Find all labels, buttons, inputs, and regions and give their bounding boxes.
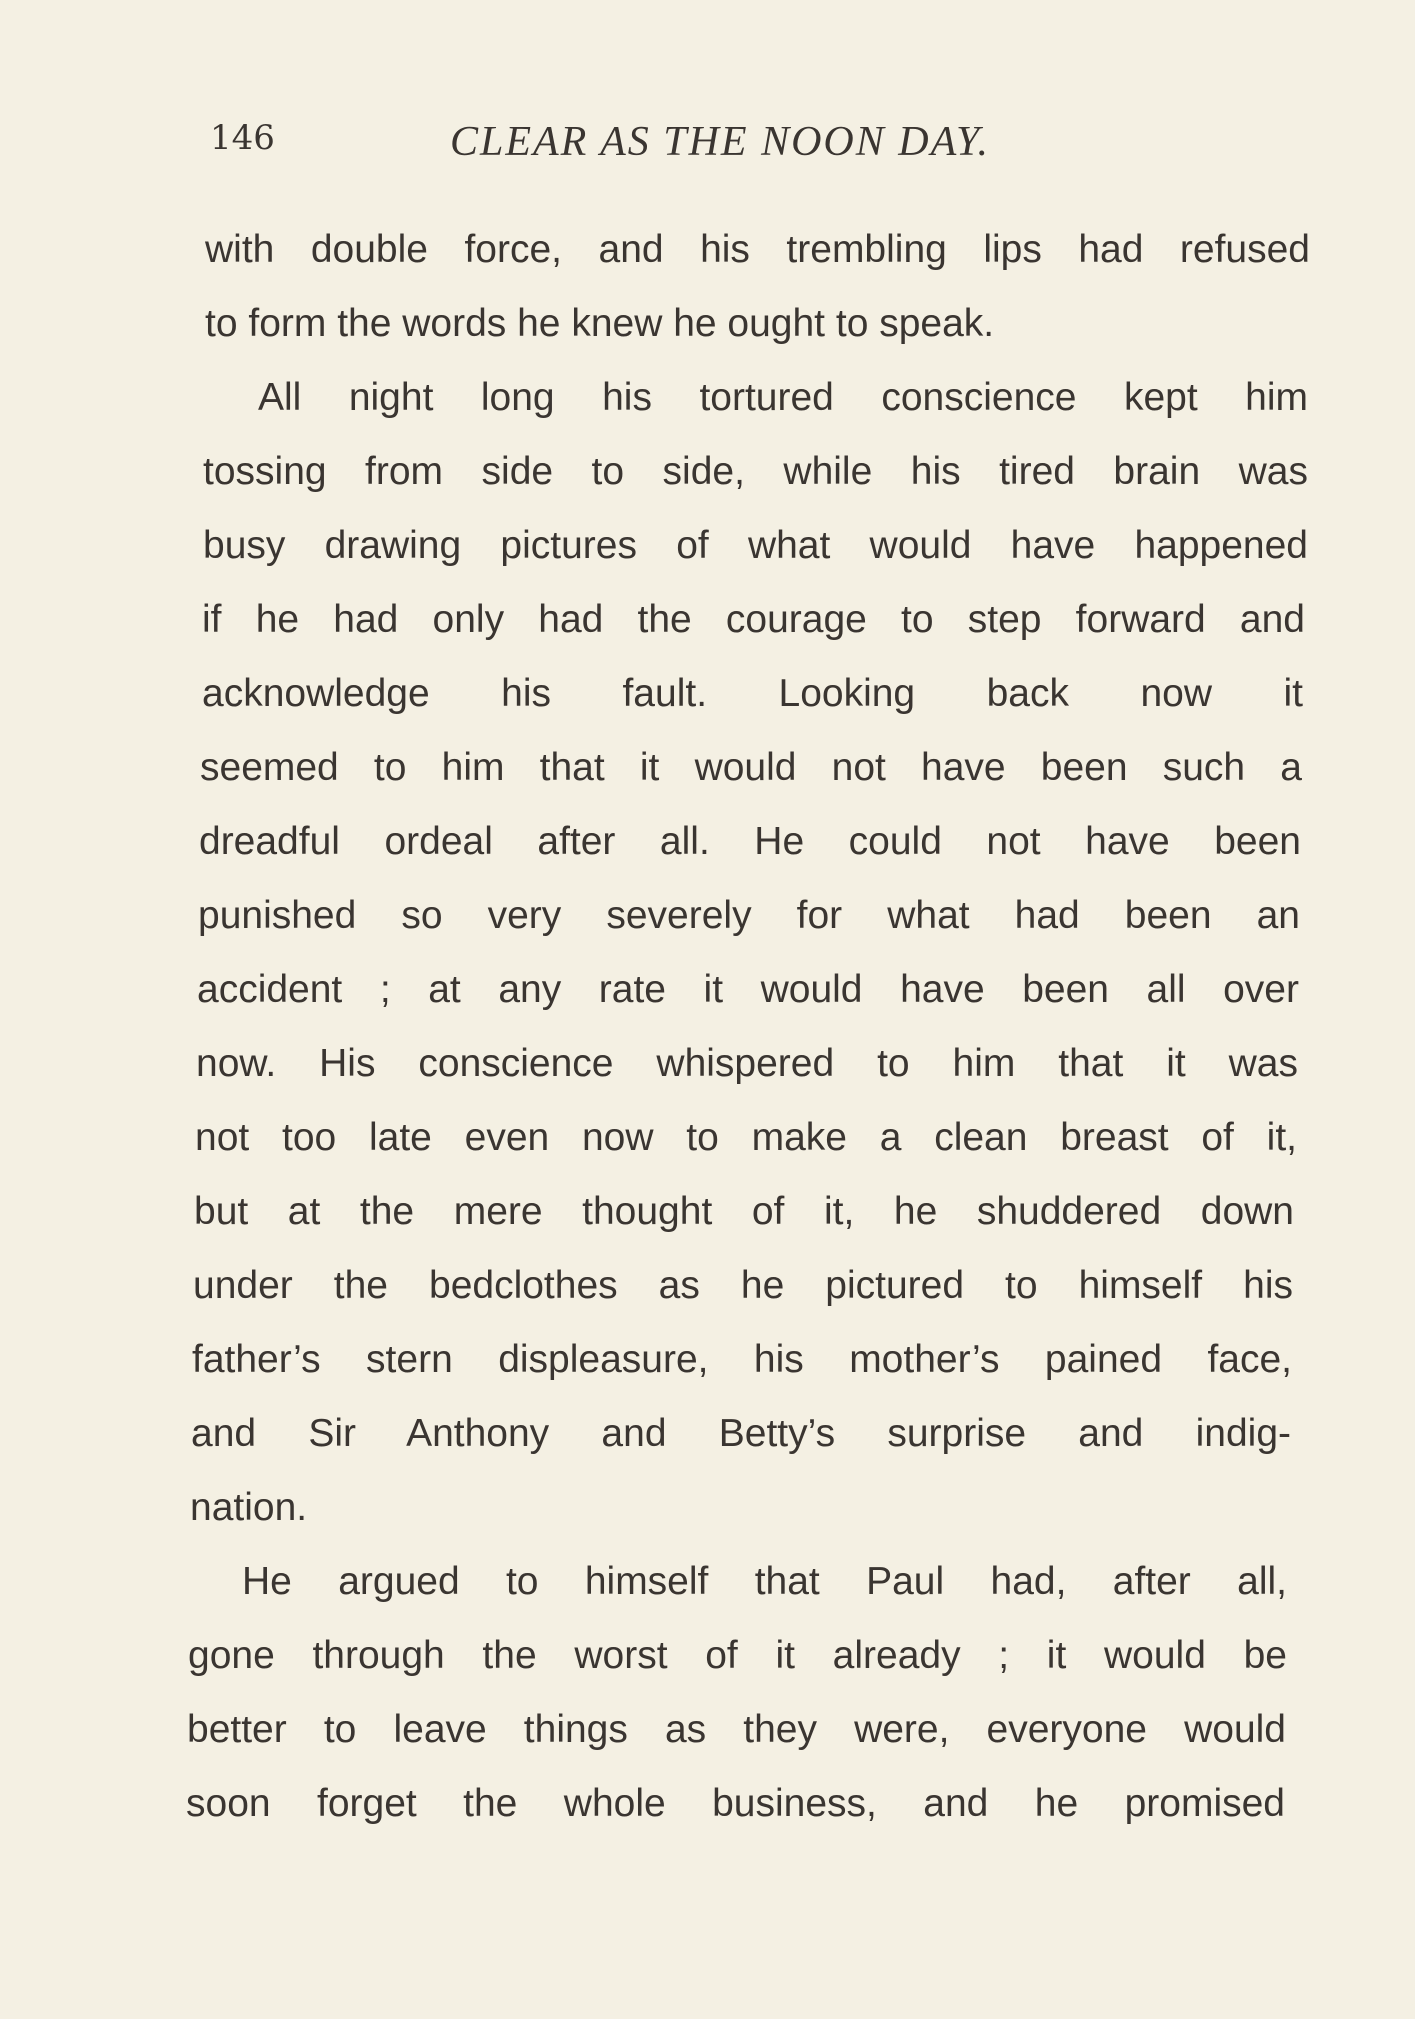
text-line: nation.: [190, 1486, 308, 1529]
text-line: now. His conscience whispered to him that it was: [196, 1042, 1298, 1085]
text-line: but at the mere thought of it, he shuddered down: [194, 1190, 1294, 1233]
text-line: tossing from side to side, while his tired brain was: [203, 450, 1308, 493]
text-line: with double force, and his trembling lips had refused: [205, 228, 1310, 271]
text-line: acknowledge his fault. Looking back now it: [202, 672, 1303, 715]
text-line: He argued to himself that Paul had, after all,: [242, 1560, 1287, 1603]
text-line: All night long his tortured conscience kept him: [258, 376, 1308, 419]
text-line: soon forget the whole business, and he promised: [186, 1782, 1285, 1825]
text-line: if he had only had the courage to step forward and: [202, 598, 1305, 641]
page-number: 146: [210, 118, 275, 158]
text-line: gone through the worst of it already ; it would be: [188, 1634, 1287, 1677]
text-line: accident ; at any rate it would have been all over: [197, 968, 1299, 1011]
text-line: under the bedclothes as he pictured to himself his: [193, 1264, 1293, 1307]
text-line: busy drawing pictures of what would have happened: [203, 524, 1308, 567]
text-line: dreadful ordeal after all. He could not have been: [199, 820, 1301, 863]
text-line: and Sir Anthony and Betty’s surprise and indig-: [191, 1412, 1291, 1455]
text-line: better to leave things as they were, everyone would: [187, 1708, 1286, 1751]
text-line: to form the words he knew he ought to speak.: [205, 302, 995, 345]
running-head: CLEAR AS THE NOON DAY.: [450, 119, 990, 165]
text-line: seemed to him that it would not have been such a: [200, 746, 1302, 789]
text-line: not too late even now to make a clean breast of it,: [195, 1116, 1297, 1159]
text-line: father’s stern displeasure, his mother’s pained face,: [192, 1338, 1292, 1381]
text-line: punished so very severely for what had been an: [198, 894, 1300, 937]
